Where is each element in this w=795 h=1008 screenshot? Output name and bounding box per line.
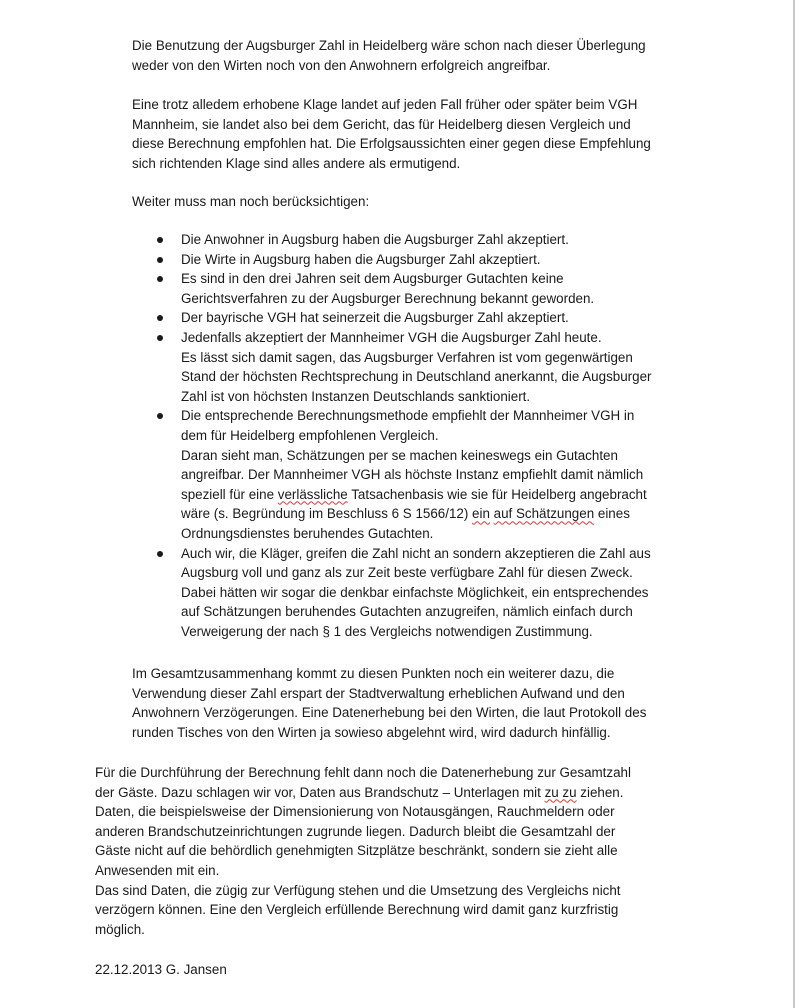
text-fragment: ziehen. <box>576 784 624 800</box>
text-line: Jedenfalls akzeptiert der Mannheimer VGH die Augsburger Zahl heute. <box>181 329 602 345</box>
text-line: Verweigerung der nach § 1 des Vergleichs notwendigen Zustimmung. <box>181 623 593 639</box>
text-line: Die Wirte in Augsburg haben die Augsburger Zahl akzeptiert. <box>181 251 541 267</box>
text-fragment: der Gäste. Dazu schlagen wir vor, Daten aus Brandschutz – Unterlagen mit <box>95 784 545 800</box>
list-item <box>132 250 752 270</box>
paragraph-augsburger-zahl <box>132 36 732 75</box>
text-line: Daten, die beispielsweise der Dimensionierung von Notausgängen, Rauchmeldern oder <box>95 804 615 820</box>
text-line: Der bayrische VGH hat seinerzeit die Augsburger Zahl akzeptiert. <box>181 310 569 326</box>
bullet-icon <box>157 335 163 341</box>
text-line: angreifbar. Der Mannheimer VGH als höchste Instanz empfiehlt damit nämlich <box>181 467 644 483</box>
text-line: Die Anwohner in Augsburg haben die Augsburger Zahl akzeptiert. <box>181 232 569 247</box>
text-line: möglich. <box>95 921 145 937</box>
spellcheck-underline: verlässliche <box>277 486 348 502</box>
bullet-icon <box>157 551 163 557</box>
text-line: Es sind in den drei Jahren seit dem Augsburger Gutachten keine <box>181 271 564 287</box>
text-line: Verwendung dieser Zahl erspart der Stadtverwaltung erheblichen Aufwand und den <box>132 685 625 701</box>
text-line: sich richtenden Klage sind alles andere als ermutigend. <box>132 155 461 171</box>
signature-text: 22.12.2013 G. Jansen <box>95 962 227 977</box>
list-item <box>132 230 752 250</box>
bullet-icon <box>157 276 163 282</box>
text-fragment: speziell für eine <box>181 486 278 502</box>
text-line: Gerichtsverfahren zu der Augsburger Berechnung bekannt geworden. <box>181 290 595 306</box>
text-line: Weiter muss man noch berücksichtigen: <box>132 194 370 209</box>
text-line: Die Benutzung der Augsburger Zahl in Heidelberg wäre schon nach dieser Überlegung <box>132 38 646 53</box>
text-fragment: Tatsachenbasis wie sie für Heidelberg angebracht <box>347 486 647 502</box>
paragraph-gesamtzusammenhang <box>132 664 752 742</box>
text-line <box>181 504 752 524</box>
list-item <box>132 308 752 328</box>
text-line: anderen Brandschutzeinrichtungen zugrunde liegen. Dadurch bleibt die Gesamtzahl der <box>95 823 616 839</box>
text-line <box>181 485 752 505</box>
text-line: Für die Durchführung der Berechnung fehlt dann noch die Datenerhebung zur Gesamtzahl <box>95 765 631 780</box>
text-line: Ordnungsdienstes beruhendes Gutachten. <box>181 525 434 541</box>
list-item <box>132 269 752 308</box>
list-item <box>132 406 752 543</box>
paragraph-datenerhebung <box>95 763 745 939</box>
text-line: weder von den Wirten noch von den Anwohnern erfolgreich angreifbar. <box>132 57 551 73</box>
text-line: Zahl ist von höchsten Instanzen Deutschlands sanktioniert. <box>181 388 531 404</box>
text-line: auf Schätzungen beruhendes Gutachten anzugreifen, nämlich einfach durch <box>181 604 633 620</box>
text-line: Stand der höchsten Rechtsprechung in Deutschland anerkannt, die Augsburger <box>181 369 652 385</box>
bullet-icon <box>157 257 163 263</box>
text-line: verzögern können. Eine den Vergleich erfüllende Berechnung wird damit ganz kurzfristig <box>95 902 619 918</box>
signature-line <box>95 960 745 980</box>
text-line: Mannheim, sie landet also bei dem Gericht, das für Heidelberg diesen Vergleich und <box>132 116 631 132</box>
spellcheck-underline: ein <box>472 506 490 522</box>
bullet-icon <box>157 315 163 321</box>
spellcheck-underline: auf Schätzungen <box>493 506 595 522</box>
text-line: Die entsprechende Berechnungsmethode empfiehlt der Mannheimer VGH in <box>181 408 635 424</box>
text-fragment: eines <box>594 506 630 522</box>
bullet-icon <box>157 237 163 243</box>
text-line: Im Gesamtzusammenhang kommt zu diesen Punkten noch ein weiterer dazu, die <box>132 666 615 681</box>
text-line: Daran sieht man, Schätzungen per se machen keineswegs ein Gutachten <box>181 447 618 463</box>
paragraph-weiter <box>132 192 732 212</box>
paragraph-klage-vgh <box>132 95 732 173</box>
text-line: runden Tisches von den Wirten ja sowieso abgelehnt wird, wird dadurch hinfällig. <box>132 724 611 740</box>
text-line: diese Berechnung empfohlen hat. Die Erfolgsaussichten einer gegen diese Empfehlung <box>132 136 651 152</box>
bullet-list <box>132 230 752 641</box>
text-line <box>95 783 745 803</box>
text-fragment: wäre (s. Begründung im Beschluss 6 S 1566/12) <box>181 506 473 522</box>
text-line: dem für Heidelberg empfohlenen Vergleich. <box>181 427 439 443</box>
text-line: Gäste nicht auf die behördlich genehmigten Sitzplätze beschränkt, sondern sie zieht alle <box>95 843 618 859</box>
text-line: Dabei hätten wir sogar die denkbar einfachste Möglichkeit, ein entsprechendes <box>181 584 649 600</box>
text-line: Anwesenden mit ein. <box>95 862 220 878</box>
bullet-icon <box>157 413 163 419</box>
list-item <box>132 328 752 406</box>
text-line: Auch wir, die Kläger, greifen die Zahl nicht an sondern akzeptieren die Zahl aus <box>181 545 651 561</box>
text-line: Das sind Daten, die zügig zur Verfügung stehen und die Umsetzung des Vergleichs nicht <box>95 882 621 898</box>
text-line: Augsburg voll und ganz als zur Zeit beste verfügbare Zahl für diesen Zweck. <box>181 565 633 581</box>
text-line: Anwohnern Verzögerungen. Eine Datenerhebung bei den Wirten, die laut Protokoll des <box>132 705 647 721</box>
text-line: Es lässt sich damit sagen, das Augsburger Verfahren ist vom gegenwärtigen <box>181 349 633 365</box>
list-item <box>132 544 752 642</box>
spellcheck-underline: zu zu <box>544 784 577 800</box>
text-line: Eine trotz alledem erhobene Klage landet auf jeden Fall früher oder später beim VGH <box>132 97 638 112</box>
